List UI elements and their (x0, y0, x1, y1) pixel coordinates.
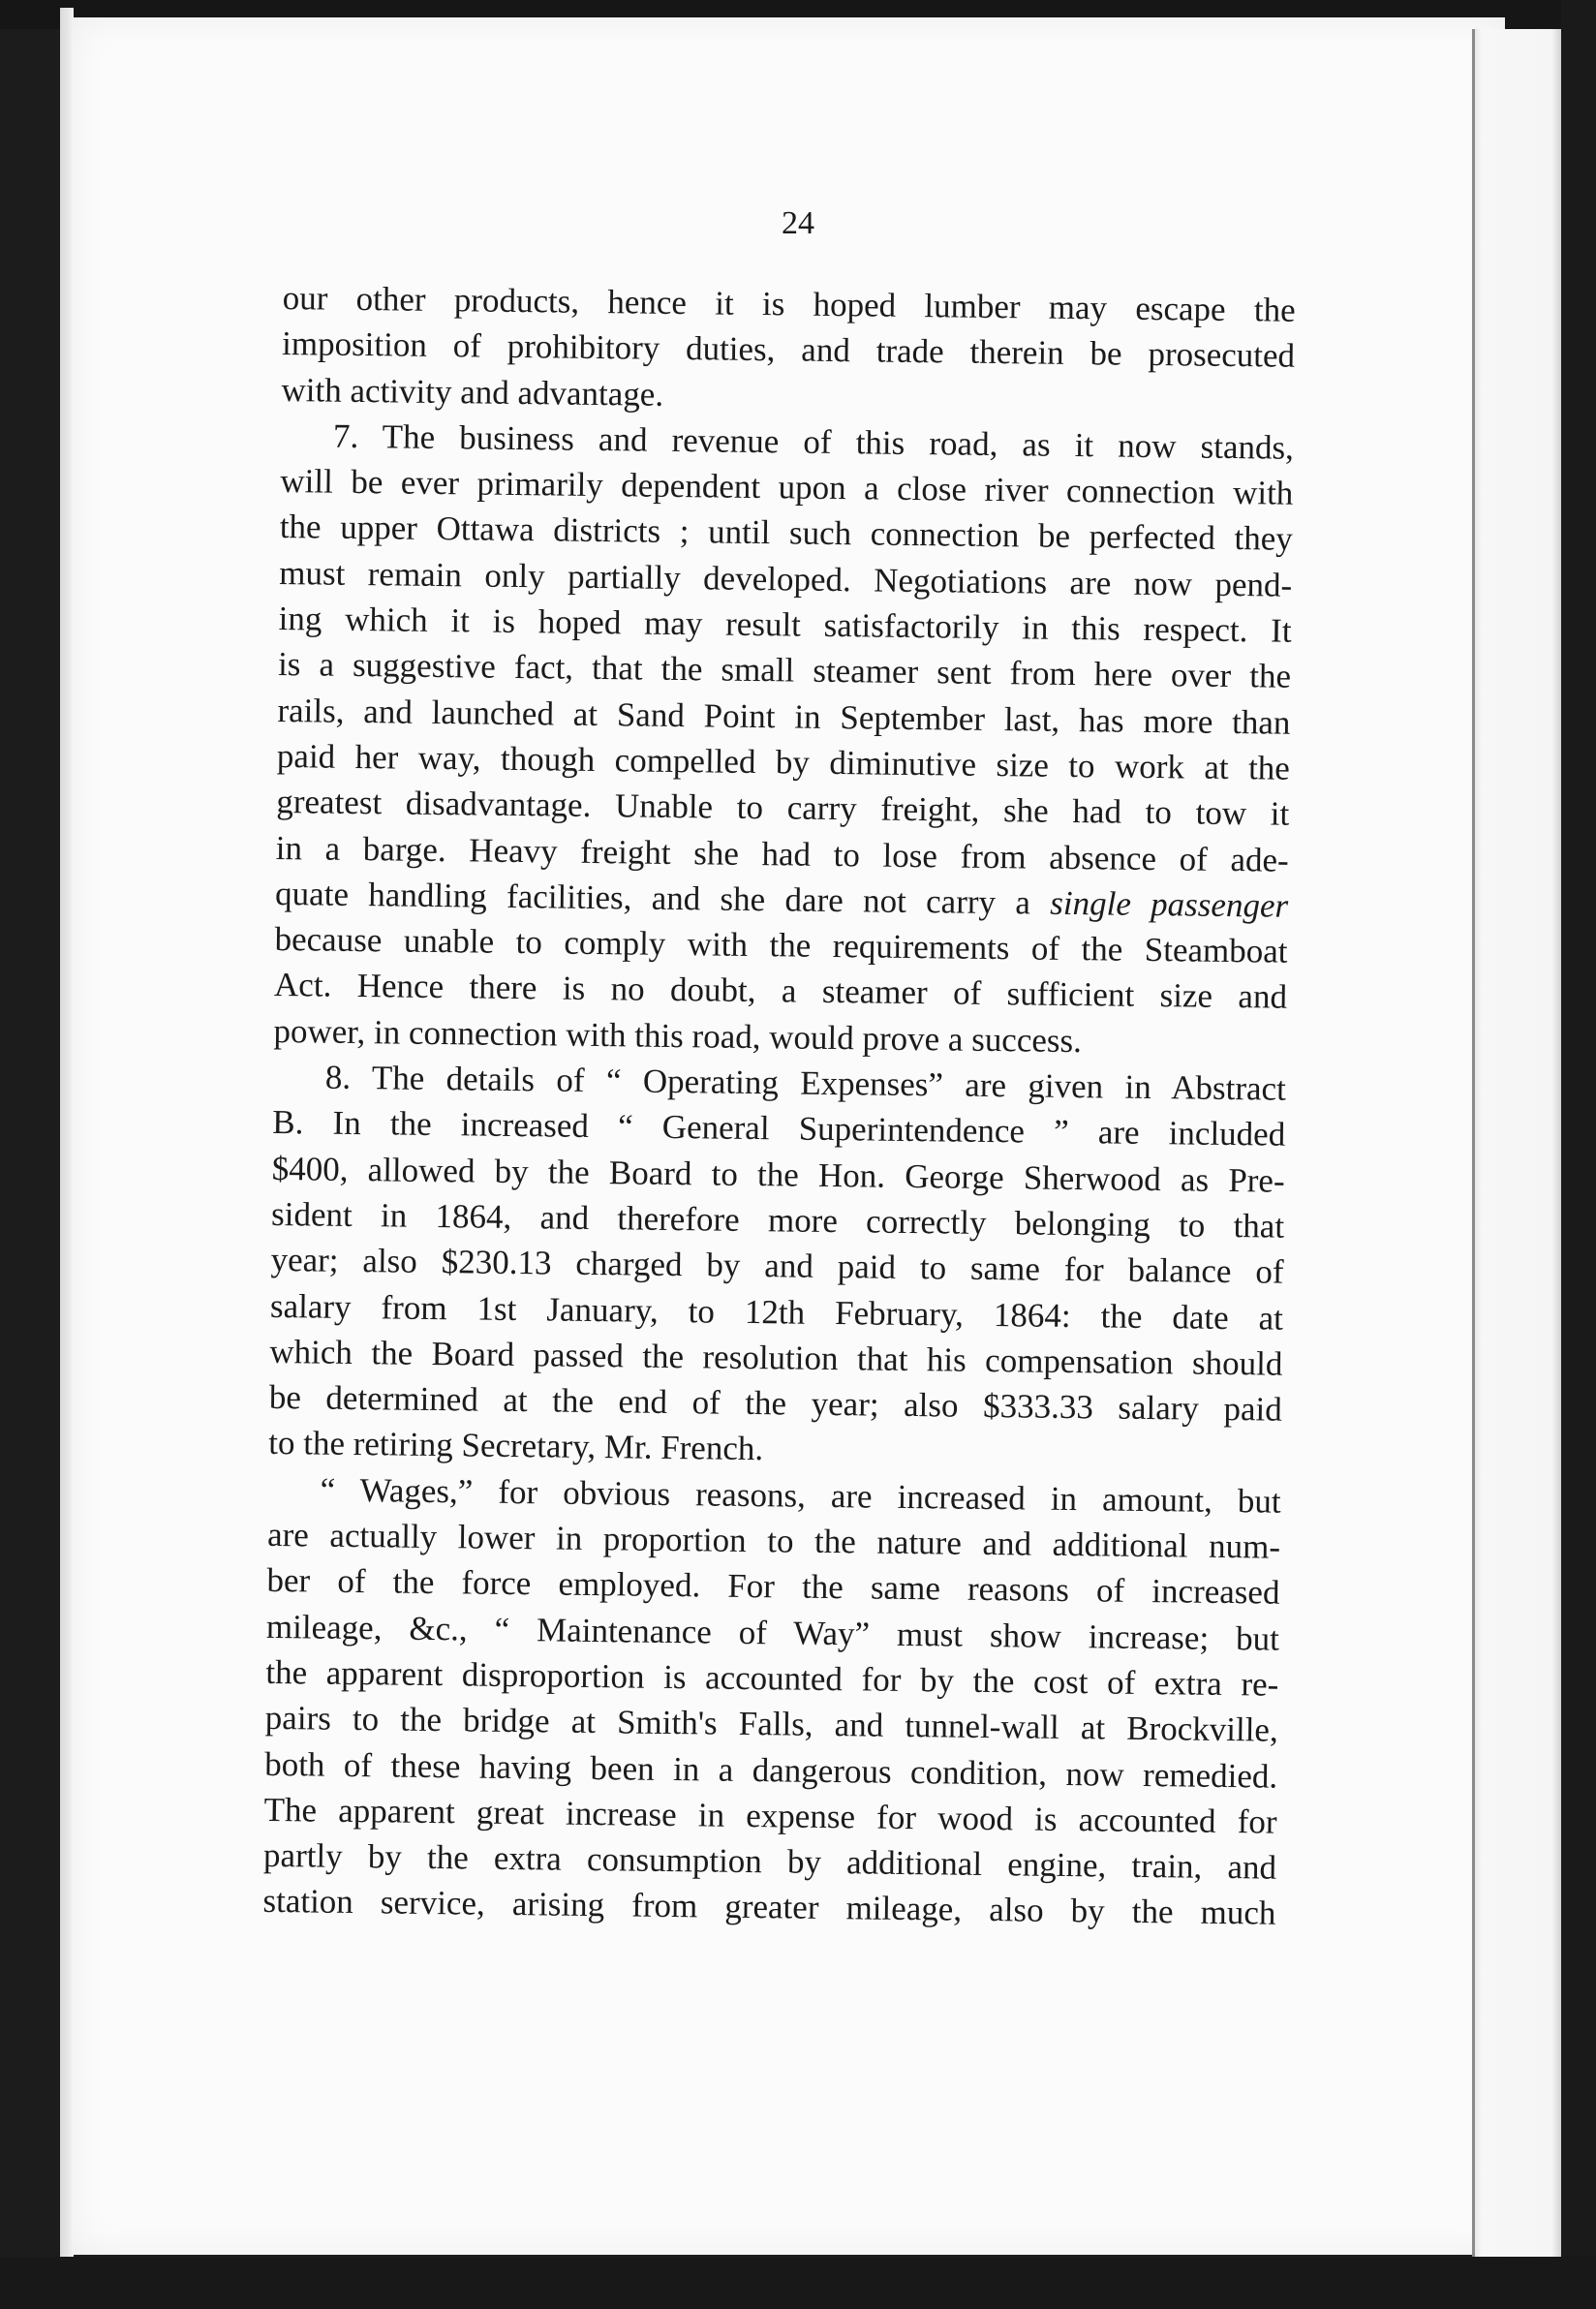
text-line: be determined at the end of the year; also $333.33 salary paid (268, 1378, 1283, 1429)
text-line: the apparent disproportion is accounted for by the cost of extra re- (265, 1652, 1279, 1704)
italic-emphasis: single passenger (1050, 883, 1289, 925)
text-line: station service, arising from greater mileage, also by the much (262, 1882, 1276, 1933)
page-number: 24 (782, 205, 814, 241)
text-line: year; also $230.13 charged by and paid to same for balance of (270, 1241, 1284, 1291)
facing-page-edge (1472, 29, 1562, 2257)
text-line: with activity and advantage. (281, 370, 664, 414)
text-line: pairs to the bridge at Smith's Falls, and tunnel-wall at Brockville, (264, 1699, 1278, 1749)
text-line: greatest disadvantage. Unable to carry freight, she had to tow it (276, 783, 1290, 834)
text-line: both of these having been in a dangerous condition, now remedied. (263, 1744, 1278, 1796)
text-line: Act. Hence there is no doubt, a steamer of sufficient size and (273, 966, 1288, 1017)
text-line: to the retiring Secretary, Mr. French. (268, 1424, 764, 1468)
text-line: The apparent great increase in expense for wood is accounted for (263, 1790, 1277, 1841)
scan-bottom-border (0, 2257, 1596, 2309)
text-line: paid her way, though compelled by diminutive size to work at the (276, 736, 1291, 787)
text-line: mileage, &c., “ Maintenance of Way” must show increase; but (265, 1607, 1280, 1658)
scan-right-border (1561, 0, 1596, 2309)
text-line: our other products, hence it is hoped lumber may escape the (282, 278, 1296, 329)
paragraph-7-start: 7. The business and revenue of this road, as it now stands, (332, 416, 1295, 467)
text-segment: quate handling facilities, and she dare not carry a (274, 874, 1031, 922)
text-line: power, in connection with this road, would prove a success. (273, 1011, 1083, 1060)
text-line: must remain only partially developed. Negotiations are now pend- (279, 553, 1293, 604)
text-line: ber of the force employed. For the same reasons of increased (266, 1561, 1280, 1612)
text-line: sident in 1864, and therefore more correctly belonging to that (270, 1194, 1285, 1246)
text-line: are actually lower in proportion to the nature and additional num- (266, 1515, 1281, 1566)
text-line: $400, allowed by the Board to the Hon. George Sherwood as Pre- (271, 1149, 1285, 1200)
text-line: ing which it is hoped may result satisfactorily in this respect. It (278, 600, 1292, 650)
text-line: partly by the extra consumption by additional engine, train, and (262, 1835, 1277, 1887)
text-line: salary from 1st January, to 12th February, 1864: the date at (269, 1286, 1284, 1338)
paragraph-8-start: 8. The details of “ Operating Expenses” are given in Abstract (324, 1058, 1287, 1108)
text-line: is a suggestive fact, that the small steamer sent from here over the (277, 645, 1292, 696)
text-line: imposition of prohibitory duties, and trade therein be prosecuted (281, 324, 1296, 376)
body-text (262, 275, 1296, 1936)
text-line: B. In the increased “ General Superintendence ” are included (272, 1103, 1286, 1154)
text-line: in a barge. Heavy freight she had to lose from absence of ade- (275, 828, 1289, 879)
text-line: rails, and launched at Sand Point in September last, has more than (277, 691, 1291, 742)
text-line: will be ever primarily dependent upon a close river connection with (280, 462, 1294, 512)
text-line: because unable to comply with the requirements of the Steamboat (274, 920, 1288, 970)
paragraph-wages-start: “ Wages,” for obvious reasons, are increased in amount, but (320, 1470, 1281, 1521)
text-line: which the Board passed the resolution that his compensation should (269, 1332, 1283, 1383)
text-line: the upper Ottawa districts ; until such connection be perfected they (279, 508, 1293, 559)
